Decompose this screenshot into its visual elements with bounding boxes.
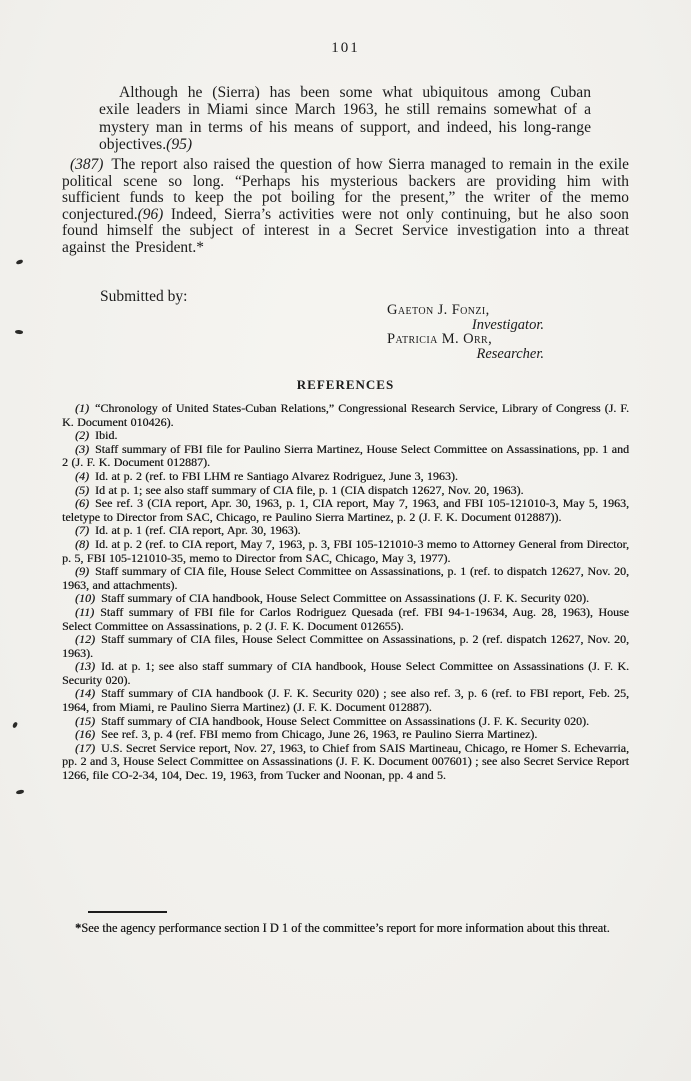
- reference-number: (17): [75, 740, 95, 755]
- reference-item: [62, 524, 629, 538]
- reference-number: (4): [75, 468, 89, 483]
- paragraph-ref-marker: (96): [137, 205, 164, 223]
- signature-role: Researcher.: [476, 345, 544, 362]
- references-heading: REFERENCES: [296, 377, 395, 392]
- reference-item: [62, 538, 629, 565]
- footnote-text: See the agency performance section I D 1 of the committee’s report for more information about this threat.: [81, 921, 610, 935]
- reference-text: Ibid.: [95, 428, 118, 443]
- reference-number: (12): [75, 632, 95, 647]
- scan-speck: [12, 721, 18, 728]
- reference-number: (16): [75, 727, 95, 742]
- reference-text: See ref. 3, p. 4 (ref. FBI memo from Chicago, June 26, 1963, re Paulino Sierra Martinez).: [101, 727, 538, 742]
- references-list: [62, 402, 629, 783]
- reference-text: Staff summary of CIA file, House Select Committee on Assassinations, p. 1 (ref. to dispatch 12627, Nov. 20, 1963, and attachments).: [62, 564, 629, 592]
- reference-item: [62, 592, 629, 606]
- paragraph-number: (387): [70, 156, 104, 173]
- scan-speck: [16, 789, 24, 794]
- paragraph-387: [62, 157, 629, 257]
- reference-text: Staff summary of CIA handbook (J. F. K. Security 020) ; see also ref. 3, p. 6 (ref. to FBI report, Feb. 25, 1964, from Miami, re Paulino Sierra Martinez) (J. F. K. Document 012887).: [62, 686, 629, 715]
- submitted-by-label: Submitted by:: [100, 288, 188, 305]
- reference-item: [62, 402, 629, 429]
- scan-speck: [16, 259, 24, 265]
- reference-number: (5): [75, 482, 89, 497]
- reference-number: (9): [75, 564, 89, 579]
- footnote: [62, 921, 629, 936]
- reference-number: (2): [75, 428, 89, 443]
- reference-item: [62, 660, 629, 687]
- reference-item: [62, 565, 629, 592]
- quote-text: Although he (Sierra) has been some what ubiquitous among Cuban exile leaders in Miami since March 1963, he still remains somewhat of a mystery man in terms of his means of support, and indeed, his long-range objectives.: [99, 84, 591, 154]
- paragraph-text: The report also raised the question of how Sierra managed to remain in the exile political scene so long. “Perhaps his mysterious backers are providing him with sufficient funds to keep the pot boiling for the present,” the writer of the memo conjectured.: [62, 156, 629, 223]
- reference-text: Id. at p. 2 (ref. to FBI LHM re Santiago Alvarez Rodriguez, June 3, 1963).: [95, 468, 458, 483]
- signature-name: Gaeton J. Fonzi,: [387, 302, 490, 318]
- reference-number: (13): [75, 659, 95, 674]
- quote-ref-marker: (95): [166, 136, 193, 154]
- reference-text: “Chronology of United States-Cuban Relations,” Congressional Research Service, Library of Congress (J. F. K. Document 010426).: [62, 401, 629, 429]
- reference-item: [62, 497, 629, 524]
- signature-name: Patricia M. Orr,: [387, 331, 493, 348]
- reference-text: Staff summary of CIA handbook, House Select Committee on Assassinations (J. F. K. Security 020).: [101, 591, 590, 606]
- reference-number: (10): [75, 591, 95, 606]
- reference-text: Id at p. 1; see also staff summary of CIA file, p. 1 (CIA dispatch 12627, Nov. 20, 1963).: [95, 482, 524, 497]
- block-quote: [99, 84, 591, 154]
- reference-number: (11): [75, 604, 95, 619]
- reference-item: [62, 742, 629, 783]
- reference-item: [62, 484, 629, 498]
- signature-block: [387, 303, 546, 361]
- reference-item: [62, 715, 629, 729]
- reference-text: Id. at p. 1 (ref. CIA report, Apr. 30, 1963).: [95, 523, 301, 538]
- reference-text: Staff summary of CIA files, House Select Committee on Assassinations, p. 2 (ref. dispatch 12627, Nov. 20, 1963).: [62, 632, 629, 660]
- reference-text: U.S. Secret Service report, Nov. 27, 1963, to Chief from SAIS Martineau, Chicago, re Homer S. Echevarria, pp. 2 and 3, House Select Committee on Assassinations (J. F. K. Document 007601) ; see also Secret Service Report 1266, file CO-2-34, 104, Dec. 19, 1963, from Tucker and Noonan, pp. 4 and 5.: [62, 740, 629, 783]
- signature-role: Investigator.: [471, 316, 544, 333]
- footnote-rule: [88, 911, 167, 913]
- reference-item: [62, 470, 629, 484]
- page-number: 101: [331, 40, 360, 56]
- reference-text: Id. at p. 1; see also staff summary of CIA handbook, House Select Committee on Assassinations (J. F. K. Security 020).: [62, 659, 629, 687]
- reference-item: [62, 443, 629, 470]
- reference-text: Staff summary of FBI file for Paulino Sierra Martinez, House Select Committee on Assassinations, pp. 1 and 2 (J. F. K. Document 012887).: [62, 441, 629, 470]
- reference-number: (6): [75, 496, 89, 511]
- reference-number: (7): [75, 523, 89, 538]
- reference-item: [62, 606, 629, 633]
- reference-text: Staff summary of CIA handbook, House Select Committee on Assassinations (J. F. K. Security 020).: [101, 713, 590, 728]
- footnote-marker: *: [75, 921, 82, 935]
- scan-speck: [15, 329, 24, 334]
- reference-text: Id. at p. 2 (ref. to CIA report, May 7, 1963, p. 3, FBI 105-121010-3 memo to Attorney General from Director, p. 5, FBI 105-121010-35, memo to Director from SAC, Chicago, May 3, 1977).: [62, 536, 629, 565]
- reference-number: (8): [75, 536, 89, 551]
- reference-item: [62, 429, 629, 443]
- reference-item: [62, 687, 629, 714]
- reference-text: See ref. 3 (CIA report, Apr. 30, 1963, p. 1, CIA report, May 7, 1963, and FBI 105-121010-3, May 5, 1963, teletype to Director from SAC, Chicago, re Paulino Sierra Martinez, p. 2 (J. F. K. Document 012887)).: [62, 496, 629, 524]
- reference-item: [62, 728, 629, 742]
- paragraph-text-continued: Indeed, Sierra’s activities were not only continuing, but he also soon found himself the subject of interest in a Secret Service investigation into a threat against the President.*: [62, 205, 629, 256]
- reference-number: (1): [75, 401, 89, 415]
- reference-number: (3): [75, 441, 89, 456]
- reference-number: (14): [75, 686, 95, 701]
- reference-number: (15): [75, 713, 95, 728]
- reference-item: [62, 633, 629, 660]
- reference-text: Staff summary of FBI file for Carlos Rodriguez Quesada (ref. FBI 94-1-19634, Aug. 28, 1963), House Select Committee on Assassinations, p. 2 (J. F. K. Document 012655).: [62, 604, 629, 633]
